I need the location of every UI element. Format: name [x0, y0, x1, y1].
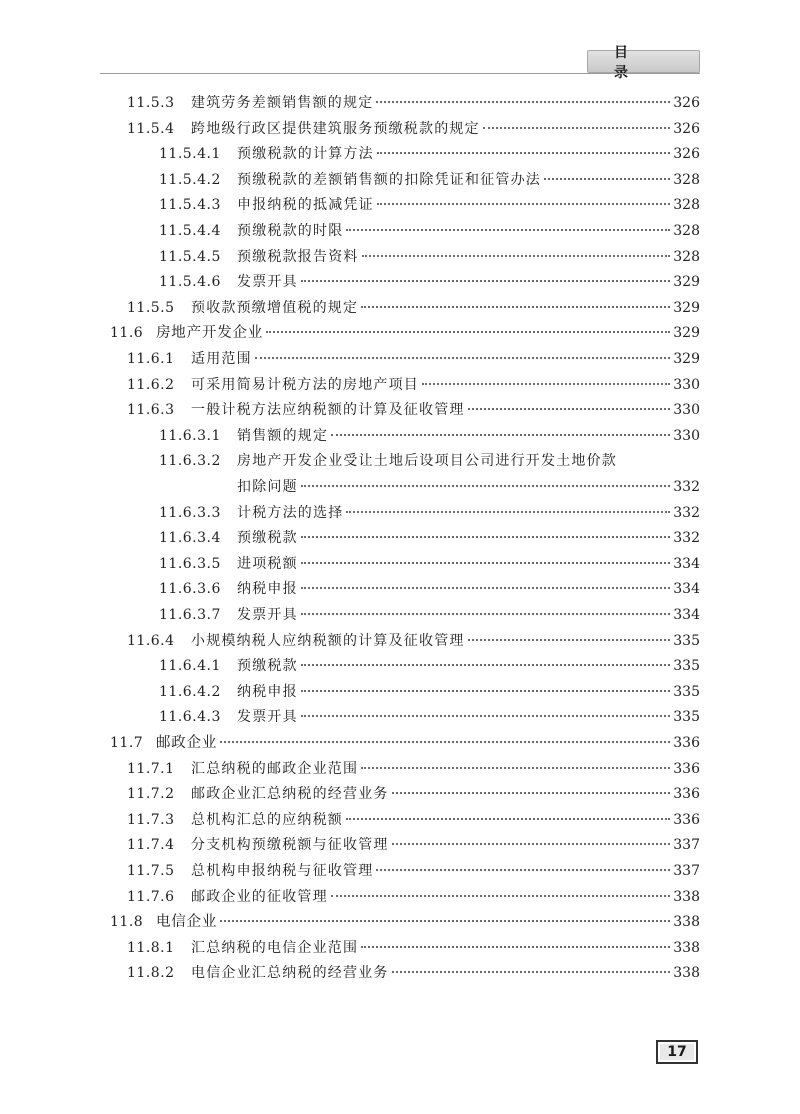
toc-entry[interactable] — [127, 936, 700, 961]
toc-entry[interactable] — [159, 552, 700, 577]
toc-entry-page: 338 — [673, 914, 700, 930]
toc-entry-number: 11.5.4.5 — [159, 249, 221, 265]
toc-entry-page: 337 — [673, 863, 700, 879]
toc-entry-number: 11.5.4.1 — [159, 146, 221, 162]
toc-entry-page: 335 — [673, 658, 700, 674]
toc-entry-number: 11.5.4 — [127, 121, 175, 137]
toc-entry-title: 扣除问题 — [237, 479, 298, 495]
page-number-box — [656, 1040, 698, 1064]
toc-entry[interactable] — [127, 782, 700, 807]
toc-leader-dots — [361, 946, 670, 948]
toc-entry-page: 332 — [673, 530, 700, 546]
toc-leader-dots — [220, 920, 670, 922]
toc-entry-title: 房地产开发企业 — [156, 325, 264, 341]
toc-entry-number: 11.8 — [110, 914, 144, 930]
toc-entry-title: 预缴税款报告资料 — [237, 249, 359, 265]
toc-entry-title: 计税方法的选择 — [237, 505, 344, 521]
toc-entry[interactable] — [127, 629, 700, 654]
toc-entry-page: 335 — [673, 633, 700, 649]
toc-entry-number: 11.6 — [110, 325, 144, 341]
toc-entry[interactable] — [110, 910, 700, 935]
toc-entry[interactable] — [127, 833, 700, 858]
toc-leader-dots — [376, 869, 670, 871]
toc-leader-dots — [301, 562, 670, 564]
toc-entry-number: 11.6.4 — [127, 633, 175, 649]
toc-entry-page: 334 — [673, 607, 700, 623]
toc-entry-title: 进项税额 — [237, 556, 298, 572]
toc-leader-dots — [331, 895, 670, 897]
toc-entry-title: 纳税申报 — [237, 684, 298, 700]
toc-entry[interactable] — [159, 424, 700, 449]
toc-entry-title: 电信企业 — [156, 914, 218, 930]
toc-entry-page: 329 — [673, 274, 700, 290]
toc-entry[interactable] — [159, 193, 700, 218]
toc-entry-number: 11.8.2 — [127, 965, 175, 981]
toc-entry[interactable] — [159, 603, 700, 628]
toc-leader-dots — [468, 639, 671, 641]
toc-entry-number: 11.7.2 — [127, 786, 175, 802]
toc-entry-page: 330 — [673, 428, 700, 444]
toc-entry-title: 预收款预缴增值税的规定 — [191, 300, 359, 316]
toc-entry[interactable] — [127, 757, 700, 782]
toc-leader-dots — [392, 971, 671, 973]
toc-leader-dots — [346, 229, 670, 231]
toc-entry-number: 11.7.3 — [127, 812, 175, 828]
toc-entry-title: 建筑劳务差额销售额的规定 — [191, 95, 374, 111]
toc-leader-dots — [301, 715, 670, 717]
toc-entry-number: 11.6.3.7 — [159, 607, 221, 623]
toc-entry[interactable] — [159, 142, 700, 167]
toc-leader-dots — [331, 434, 670, 436]
toc-leader-dots — [346, 818, 670, 820]
toc-entry-title: 邮政企业的征收管理 — [191, 889, 328, 905]
toc-entry-number: 11.5.4.2 — [159, 172, 221, 188]
toc-leader-dots — [266, 331, 670, 333]
toc-entry[interactable] — [159, 654, 700, 679]
toc-entry-title: 申报纳税的抵减凭证 — [237, 197, 374, 213]
toc-entry-number: 11.6.3.3 — [159, 505, 221, 521]
toc-entry-title: 分支机构预缴税额与征收管理 — [191, 837, 389, 853]
toc-leader-dots — [346, 511, 670, 513]
toc-leader-dots — [220, 741, 670, 743]
toc-entry-number: 11.6.3 — [127, 402, 175, 418]
toc-entry-page: 328 — [673, 197, 700, 213]
toc-entry-page: 337 — [673, 837, 700, 853]
toc-entry-number: 11.6.4.3 — [159, 709, 221, 725]
toc-entry[interactable] — [127, 347, 700, 372]
toc-entry[interactable] — [127, 808, 700, 833]
toc-entry-number: 11.6.3.6 — [159, 581, 221, 597]
section-header-title: 目 录 — [614, 44, 654, 81]
toc-entry-title: 汇总纳税的邮政企业范围 — [191, 761, 359, 777]
toc-entry-number: 11.5.5 — [127, 300, 175, 316]
toc-entry-number: 11.6.4.1 — [159, 658, 221, 674]
toc-entry[interactable] — [159, 705, 700, 730]
toc-entry-number: 11.6.3.1 — [159, 428, 221, 444]
toc-entry-page: 328 — [673, 249, 700, 265]
toc-entry-number: 11.5.3 — [127, 95, 175, 111]
toc-entry-number: 11.7.1 — [127, 761, 175, 777]
toc-entry-page: 326 — [673, 146, 700, 162]
toc-entry-number: 11.6.3.4 — [159, 530, 221, 546]
toc-entry-title: 电信企业汇总纳税的经营业务 — [191, 965, 389, 981]
toc-entry-title: 房地产开发企业受让土地后设项目公司进行开发土地价款 — [237, 453, 617, 469]
header-divider — [100, 73, 700, 74]
toc-entry-title: 适用范围 — [191, 351, 252, 367]
toc-entry[interactable] — [159, 449, 700, 474]
toc-leader-dots — [362, 255, 671, 257]
toc-entry-title: 预缴税款 — [237, 530, 298, 546]
toc-leader-dots — [377, 203, 670, 205]
toc-entry-title: 纳税申报 — [237, 581, 298, 597]
toc-entry[interactable] — [127, 91, 700, 116]
toc-entry-number: 11.7.5 — [127, 863, 175, 879]
toc-entry-title: 预缴税款的计算方法 — [237, 146, 374, 162]
toc-leader-dots — [392, 792, 671, 794]
toc-entry-title: 一般计税方法应纳税额的计算及征收管理 — [191, 402, 465, 418]
toc-entry[interactable] — [159, 577, 700, 602]
toc-entry-title: 发票开具 — [237, 709, 298, 725]
toc-entry-title: 发票开具 — [237, 274, 298, 290]
toc-entry-page: 332 — [673, 505, 700, 521]
toc-entry-number: 11.5.4.3 — [159, 197, 221, 213]
toc-entry-title: 预缴税款 — [237, 658, 298, 674]
toc-entry-page: 335 — [673, 709, 700, 725]
toc-leader-dots — [376, 101, 670, 103]
toc-entry-page: 329 — [673, 300, 700, 316]
toc-entry-number: 11.6.4.2 — [159, 684, 221, 700]
toc-entry-page: 338 — [673, 940, 700, 956]
toc-entry-title: 邮政企业 — [156, 735, 218, 751]
toc-entry[interactable] — [127, 296, 700, 321]
toc-entry-number: 11.6.2 — [127, 377, 175, 393]
toc-entry-page: 326 — [673, 95, 700, 111]
toc-leader-dots — [301, 613, 670, 615]
toc-entry-title: 总机构汇总的应纳税额 — [191, 812, 343, 828]
toc-entry[interactable] — [127, 398, 700, 423]
toc-entry-title: 汇总纳税的电信企业范围 — [191, 940, 359, 956]
toc-entry-number: 11.5.4.4 — [159, 223, 221, 239]
toc-entry[interactable] — [159, 219, 700, 244]
toc-entry[interactable] — [127, 117, 700, 142]
toc-leader-dots — [468, 408, 671, 410]
toc-entry[interactable] — [127, 961, 700, 986]
toc-entry-page: 328 — [673, 172, 700, 188]
toc-leader-dots — [377, 152, 670, 154]
page-number: 17 — [667, 1044, 687, 1060]
toc-leader-dots — [301, 280, 670, 282]
toc-entry[interactable] — [159, 680, 700, 705]
toc-leader-dots — [544, 178, 670, 180]
toc-leader-dots — [301, 536, 670, 538]
toc-entry-number: 11.7 — [110, 735, 144, 751]
toc-entry[interactable] — [110, 321, 700, 346]
toc-entry-page: 334 — [673, 581, 700, 597]
toc-entry[interactable] — [127, 885, 700, 910]
toc-entry-title: 发票开具 — [237, 607, 298, 623]
toc-leader-dots — [301, 664, 670, 666]
toc-leader-dots — [301, 587, 670, 589]
toc-entry-title: 跨地级行政区提供建筑服务预缴税款的规定 — [191, 121, 480, 137]
toc-entry-number: 11.6.3.5 — [159, 556, 221, 572]
toc-leader-dots — [392, 843, 671, 845]
toc-entry-number: 11.6.1 — [127, 351, 175, 367]
toc-entry-page: 338 — [673, 965, 700, 981]
toc-entry-page: 338 — [673, 889, 700, 905]
toc-entry-page: 329 — [673, 351, 700, 367]
toc-leader-dots — [422, 383, 670, 385]
toc-entry-page: 326 — [673, 121, 700, 137]
toc-entry[interactable] — [110, 731, 700, 756]
toc-entry[interactable] — [127, 373, 700, 398]
toc-entry-title: 预缴税款的差额销售额的扣除凭证和征管办法 — [237, 172, 541, 188]
toc-leader-dots — [301, 690, 670, 692]
toc-entry[interactable] — [159, 168, 700, 193]
toc-entry-page: 336 — [673, 786, 700, 802]
toc-entry-title: 可采用简易计税方法的房地产项目 — [191, 377, 419, 393]
section-header-tab — [587, 44, 700, 81]
toc-leader-dots — [483, 127, 670, 129]
toc-leader-dots — [361, 306, 670, 308]
toc-entry-number: 11.5.4.6 — [159, 274, 221, 290]
toc-entry-number: 11.7.4 — [127, 837, 175, 853]
toc-entry[interactable] — [159, 245, 700, 270]
toc-entry-page: 336 — [673, 735, 700, 751]
toc-entry-title: 邮政企业汇总纳税的经营业务 — [191, 786, 389, 802]
toc-leader-dots — [301, 485, 670, 487]
toc-leader-dots — [255, 357, 670, 359]
toc-entry-title: 小规模纳税人应纳税额的计算及征收管理 — [191, 633, 465, 649]
toc-entry[interactable] — [159, 270, 700, 295]
toc-entry-page: 329 — [673, 325, 700, 341]
toc-entry-number: 11.7.6 — [127, 889, 175, 905]
toc-entry-page: 332 — [673, 479, 700, 495]
toc-entry-page: 330 — [673, 402, 700, 418]
toc-entry-number: 11.8.1 — [127, 940, 175, 956]
toc-entry-title: 总机构申报纳税与征收管理 — [191, 863, 374, 879]
toc-entry[interactable] — [127, 859, 700, 884]
toc-entry-page: 328 — [673, 223, 700, 239]
toc-entry[interactable] — [159, 501, 700, 526]
toc-entry-page: 336 — [673, 812, 700, 828]
toc-entry-page: 335 — [673, 684, 700, 700]
toc-entry-page: 336 — [673, 761, 700, 777]
toc-entry-title: 销售额的规定 — [237, 428, 329, 444]
toc-entry-page: 330 — [673, 377, 700, 393]
toc-entry-page: 334 — [673, 556, 700, 572]
toc-leader-dots — [361, 767, 670, 769]
toc-entry[interactable] — [159, 526, 700, 551]
toc-entry[interactable] — [159, 475, 700, 500]
toc-entry-title: 预缴税款的时限 — [237, 223, 344, 239]
toc-entry-number: 11.6.3.2 — [159, 453, 221, 469]
